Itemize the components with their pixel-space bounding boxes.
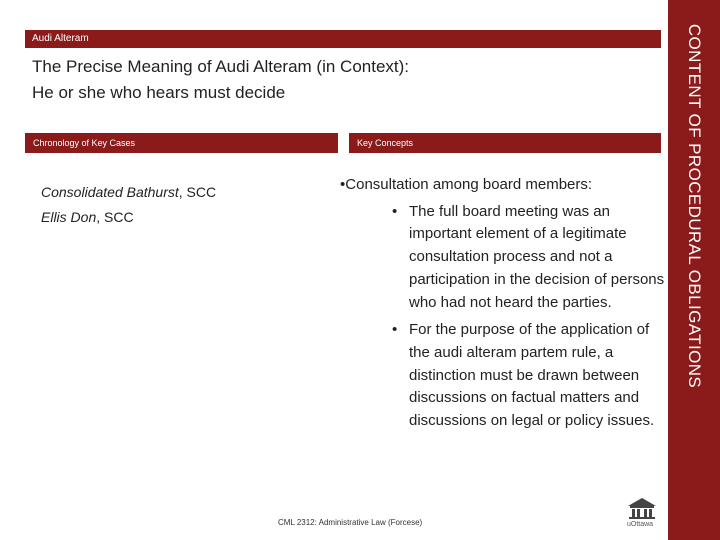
section-label-cases: Chronology of Key Cases: [33, 138, 136, 148]
section-bar-concepts: [349, 133, 661, 153]
main-bullet: [340, 174, 665, 197]
section-label-concepts: Key Concepts: [357, 138, 414, 148]
footer-text: CML 2312: Administrative Law (Forcese): [278, 518, 423, 527]
sub-bullet-text: For the purpose of the application of the audi alteram partem rule, a distinction must be drawn between discussions on factual matters and discussions on legal or policy issues.: [409, 321, 655, 430]
heading-line-2: He or she who hears must decide: [32, 83, 286, 102]
case-court: , SCC: [96, 209, 134, 225]
logo-text: uOttawa: [627, 521, 654, 528]
case-item: [41, 205, 216, 230]
bullet-icon: •: [340, 176, 346, 193]
sub-bullet-list: [340, 201, 665, 433]
case-list: [41, 180, 216, 230]
bullet-icon: •: [392, 321, 398, 339]
main-bullet-text: Consultation among board members:: [345, 176, 593, 193]
side-banner-title: CONTENT OF PROCEDURAL OBLIGATIONS: [685, 23, 704, 389]
sub-bullet: [340, 319, 665, 433]
case-court: , SCC: [178, 184, 217, 200]
case-name: Consolidated Bathurst: [41, 184, 179, 200]
case-item: [41, 180, 216, 205]
top-bar: [25, 30, 661, 48]
top-bar-label: Audi Alteram: [32, 33, 89, 44]
heading-line-1: The Precise Meaning of Audi Alteram (in Context):: [32, 57, 410, 76]
concepts-content: [340, 174, 665, 438]
sub-bullet: [340, 201, 665, 315]
bullet-icon: •: [392, 202, 398, 220]
sub-bullet-text: The full board meeting was an important element of a legitimate consultation process and not a participation in the decision of persons who had not heard the parties.: [409, 202, 665, 311]
slide-heading: [32, 54, 652, 106]
section-bar-cases: [25, 133, 338, 153]
case-name: Ellis Don: [41, 209, 97, 225]
